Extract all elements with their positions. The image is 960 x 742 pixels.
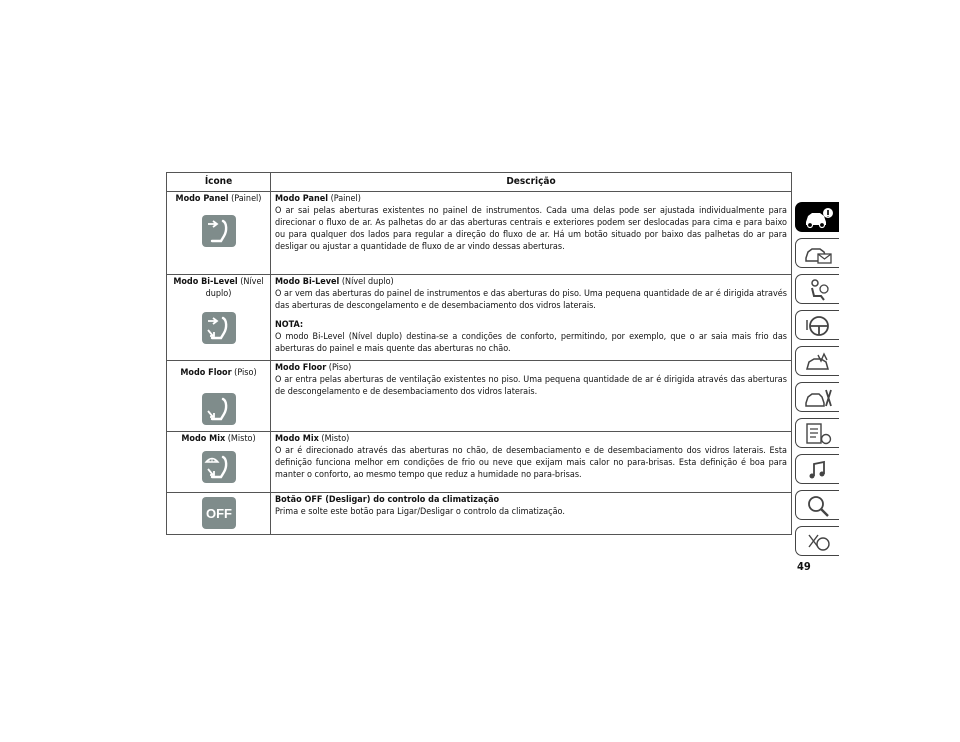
description-cell: Modo Panel (Painel) O ar sai pelas aberturas existentes no painel de instrumentos. Cada uma delas pode ser ajustada individualmente para direcionar o fluxo de ar. As palhetas do ar das aberturas centrais e exteriores podem ser deslocadas para cima e para baixo ou para qualquer dos lados para regular a direção do fluxo de ar. Há um botão situado por baixo das palhetas do ar para desligar ou ajustar a quantidade de fluxo de ar vindo dessas aberturas.: [271, 192, 792, 275]
tab-index[interactable]: [795, 490, 839, 520]
table-row: [167, 432, 792, 493]
tab-instrument-cluster[interactable]: [795, 238, 839, 268]
music-icon: [804, 458, 834, 482]
icon-cell: [167, 275, 271, 361]
mode-title: Botão OFF (Desligar) do controlo da climatização: [275, 495, 500, 505]
mode-title: Modo Panel: [275, 194, 328, 204]
table-row: [167, 192, 792, 275]
table-row: [167, 493, 792, 535]
icon-cell: [167, 493, 271, 535]
floor-vent-icon: [202, 393, 236, 425]
icon-label: Modo Floor (Piso): [180, 368, 257, 378]
magnifier-icon: [804, 494, 834, 518]
mode-title: Modo Bi-Level: [275, 277, 340, 287]
mode-description: O ar é direcionado através das aberturas no chão, de desembaciamento e de desembaciamento dos vidros laterais. Esta definição funciona melhor em condições de frio ou neve que exijam mais calor no para-brisas. Esta definição é boa para manter o conforto, ao mesmo tempo que reduz a humidade no para-brisas.: [275, 446, 787, 480]
off-button-icon: [202, 497, 236, 529]
mode-title: Modo Mix: [275, 434, 319, 444]
icon-cell: [167, 361, 271, 432]
panel-vent-icon: [202, 215, 236, 247]
description-cell: Modo Mix (Misto) O ar é direcionado através das aberturas no chão, de desembaciamento e de desembaciamento dos vidros laterais. Esta definição funciona melhor em condições de frio ou neve que exijam mais calor no para-brisas. Esta definição é boa para manter o conforto, ao mesmo tempo que reduz a humidade no para-brisas.: [271, 432, 792, 493]
page-number: 49: [797, 560, 811, 573]
description-cell: [271, 493, 792, 535]
steering-wheel-icon: [804, 314, 834, 338]
note-title: NOTA:: [275, 320, 304, 330]
icon-cell: [167, 432, 271, 493]
icon-label: Modo Bi-Level (Nível duplo): [173, 277, 264, 299]
tab-starting-operating[interactable]: [795, 310, 839, 340]
icon-label: Modo Panel (Painel): [175, 194, 262, 204]
mode-description: O ar vem das aberturas do painel de instrumentos e das aberturas do piso. Uma pequena quantidade de ar é dirigida através das aberturas de descongelamento e de desembaciamento dos vidros laterais.: [275, 289, 787, 311]
mode-title: Modo Floor: [275, 363, 327, 373]
header-icon: Ícone: [167, 173, 271, 192]
mode-description: O ar entra pelas aberturas de ventilação existentes no piso. Uma pequena quantidade de ar é dirigida através das aberturas de descongelamento e de desembaciamento dos vidros laterais.: [275, 375, 787, 397]
description-cell: Modo Floor (Piso) O ar entra pelas aberturas de ventilação existentes no piso. Uma pequena quantidade de ar é dirigida através das aberturas de descongelamento e de desembaciamento dos vidros laterais.: [271, 361, 792, 432]
icon-label: Modo Mix (Misto): [181, 434, 256, 444]
off-label: OFF: [205, 506, 232, 521]
car-tools-icon: [804, 386, 834, 410]
tab-languages[interactable]: [795, 526, 839, 556]
mode-description: O ar sai pelas aberturas existentes no painel de instrumentos. Cada uma delas pode ser ajustada individualmente para direcionar o fluxo de ar. As palhetas do ar das aberturas centrais e exteriores podem ser deslocadas para cima e para baixo ou para qualquer dos lados para regular a direção do fluxo de ar. Há um botão situado por baixo das palhetas do ar para desligar ou ajustar a quantidade de fluxo de ar vindo dessas aberturas.: [275, 206, 787, 252]
car-mail-icon: [804, 242, 834, 266]
note-text: O modo Bi-Level (Nível duplo) destina-se a condições de conforto, permitindo, por exemplo, que o ar saia mais frio das aberturas do painel e mais quente das aberturas no chão.: [275, 332, 787, 354]
description-cell: Modo Bi-Level (Nível duplo) O ar vem das aberturas do painel de instrumentos e das aberturas do piso. Uma pequena quantidade de ar é dirigida através das aberturas de descongelamento e de desembaciamento dos vidros laterais. NOTA: O modo Bi-Level (Nível duplo) destina-se a condições de conforto, permitindo, por exemplo, que o ar saia mais frio das aberturas do painel e mais quente das aberturas no chão.: [271, 275, 792, 361]
seat-airbag-icon: [804, 278, 834, 302]
climate-modes-table: [166, 172, 792, 535]
table-row: [167, 361, 792, 432]
table-header-row: [167, 173, 792, 192]
tab-multimedia[interactable]: [795, 454, 839, 484]
header-description: Descrição: [271, 173, 792, 192]
bilevel-vent-icon: [202, 312, 236, 344]
tab-in-case-of-emergency[interactable]: [795, 346, 839, 376]
mix-vent-icon: [202, 451, 236, 483]
chapter-tabs: [795, 202, 841, 562]
tab-technical-specs[interactable]: [795, 418, 839, 448]
tab-getting-to-know-vehicle[interactable]: [795, 202, 839, 232]
car-crash-icon: [804, 350, 834, 374]
language-icon: [804, 530, 834, 554]
specs-gauge-icon: [804, 422, 834, 446]
tab-safety[interactable]: [795, 274, 839, 304]
tab-servicing-maintenance[interactable]: [795, 382, 839, 412]
mode-description: Prima e solte este botão para Ligar/Desligar o controlo da climatização.: [275, 507, 565, 517]
car-info-icon: [804, 206, 834, 230]
icon-cell: [167, 192, 271, 275]
table-row: [167, 275, 792, 361]
